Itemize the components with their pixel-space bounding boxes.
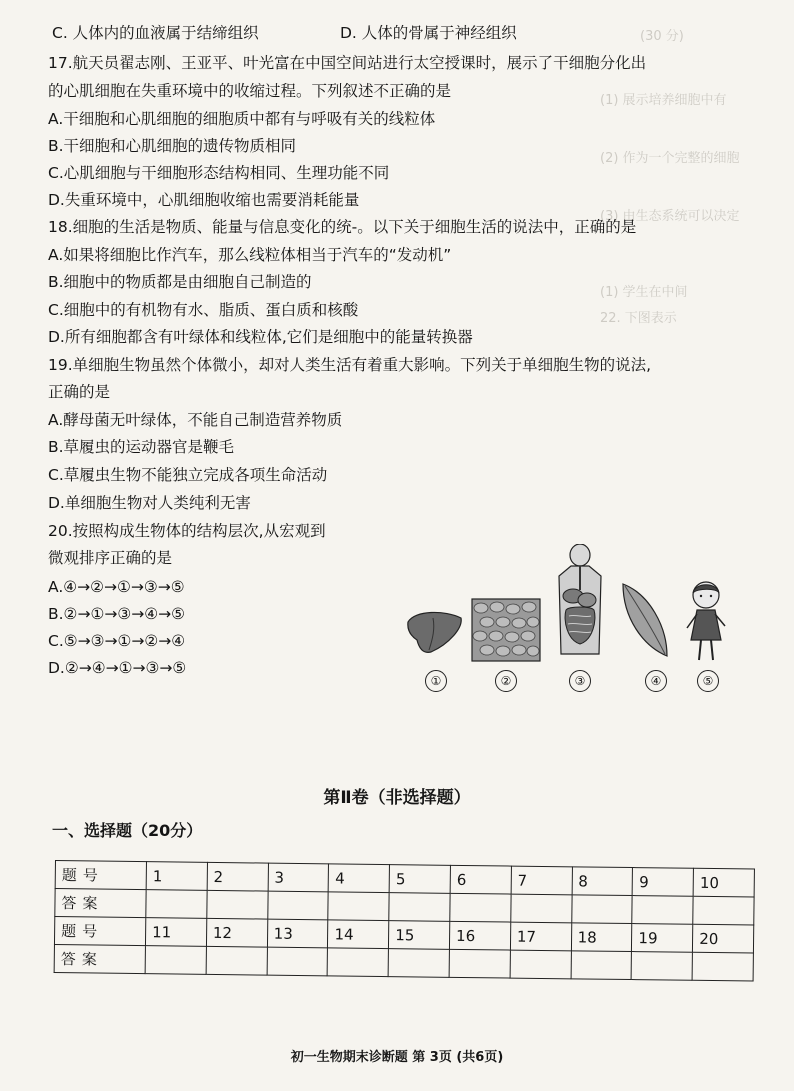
figure-label-1: ① <box>425 670 447 692</box>
answer-label: 答案 <box>54 944 145 973</box>
question-17-option-a: A.干细胞和心肌细胞的细胞质中都有与呼吸有关的线粒体 <box>48 110 436 128</box>
question-17-stem: 17.航天员翟志刚、王亚平、叶光富在中国空间站进行太空授课时，展示了干细胞分化出 <box>48 54 647 72</box>
option-d-16: D. 人体的骨属于神经组织 <box>340 24 517 42</box>
question-number-cell: 6 <box>450 865 511 894</box>
question-number-cell: 10 <box>693 868 754 897</box>
answer-cell[interactable] <box>450 893 511 922</box>
question-number-cell: 12 <box>206 918 267 947</box>
answer-cell[interactable] <box>449 949 510 978</box>
question-number-cell: 13 <box>267 919 328 948</box>
answer-cell[interactable] <box>388 949 449 978</box>
digestive-system-icon <box>549 544 611 660</box>
answer-cell[interactable] <box>631 952 692 981</box>
question-19-stem: 19.单细胞生物虽然个体微小，却对人类生活有着重大影响。下列关于单细胞生物的说法, <box>48 356 652 374</box>
section-2-subtitle: 一、选择题（20分） <box>52 821 203 840</box>
answer-cell[interactable] <box>632 896 693 925</box>
question-number-cell: 17 <box>510 922 571 951</box>
ghost-text: (30 分) <box>640 29 684 44</box>
figure-label-5: ⑤ <box>697 670 719 692</box>
question-number-cell: 14 <box>328 920 389 949</box>
question-number-cell: 5 <box>389 865 450 894</box>
answer-cell[interactable] <box>146 890 207 919</box>
question-number-cell: 2 <box>207 862 268 891</box>
question-18-option-d: D.所有细胞都含有叶绿体和线粒体,它们是细胞中的能量转换器 <box>48 328 473 346</box>
question-number-cell: 16 <box>449 921 510 950</box>
option-c-16: C. 人体内的血液属于结缔组织 <box>52 24 259 42</box>
question-20-stem-cont: 微观排序正确的是 <box>48 549 173 567</box>
question-18-option-c: C.细胞中的有机物有水、脂质、蛋白质和核酸 <box>48 301 359 319</box>
structure-level-figures <box>405 540 735 700</box>
question-20-option-c: C.⑤→③→①→②→④ <box>48 632 186 650</box>
question-19-option-d: D.单细胞生物对人类纯利无害 <box>48 494 251 512</box>
question-19-option-b: B.草履虫的运动器官是鞭毛 <box>48 438 235 456</box>
ghost-text: 22. 下图表示 <box>600 311 677 326</box>
question-17-option-b: B.干细胞和心肌细胞的遗传物质相同 <box>48 137 297 155</box>
question-number-cell: 19 <box>632 924 693 953</box>
answer-cell[interactable] <box>207 890 268 919</box>
question-number-cell: 4 <box>329 864 390 893</box>
leaf-icon <box>619 580 671 660</box>
ghost-text: (1) 学生在中间 <box>600 285 688 300</box>
question-number-cell: 20 <box>693 924 754 953</box>
question-19-option-a: A.酵母菌无叶绿体，不能自己制造营养物质 <box>48 411 343 429</box>
answer-cell[interactable] <box>267 947 328 976</box>
question-17-option-d: D.失重环境中，心肌细胞收缩也需要消耗能量 <box>48 191 360 209</box>
question-number-label: 题号 <box>54 917 145 946</box>
question-20-option-d: D.②→④→①→③→⑤ <box>48 659 187 677</box>
question-number-label: 题号 <box>55 861 146 890</box>
figure-label-4: ④ <box>645 670 667 692</box>
question-number-cell: 9 <box>632 868 693 897</box>
question-number-cell: 11 <box>145 918 206 947</box>
ghost-text: (2) 作为一个完整的细胞 <box>600 151 740 166</box>
liver-icon <box>405 608 465 656</box>
ghost-text: (1) 展示培养细胞中有 <box>600 93 727 108</box>
answer-cell[interactable] <box>571 951 632 980</box>
answer-cell[interactable] <box>511 894 572 923</box>
question-19-option-c: C.草履虫生物不能独立完成各项生命活动 <box>48 466 328 484</box>
question-number-cell: 1 <box>146 862 207 891</box>
section-2-title: 第Ⅱ卷（非选择题） <box>323 788 471 808</box>
question-number-cell: 15 <box>389 921 450 950</box>
child-icon <box>683 580 729 664</box>
question-18-stem: 18.细胞的生活是物质、能量与信息变化的统-。以下关于细胞生活的说法中，正确的是 <box>48 218 637 236</box>
question-17-stem-cont: 的心肌细胞在失重环境中的收缩过程。下列叙述不正确的是 <box>48 82 452 100</box>
question-18-option-a: A.如果将细胞比作汽车，那么线粒体相当于汽车的“发动机” <box>48 246 452 264</box>
tissue-icon <box>471 598 541 662</box>
ghost-text: (3) 由生态系统可以决定 <box>600 209 740 224</box>
question-20-stem: 20.按照构成生物体的结构层次,从宏观到 <box>48 522 326 540</box>
question-20-option-b: B.②→①→③→④→⑤ <box>48 605 185 623</box>
answer-cell[interactable] <box>692 952 753 981</box>
answer-cell[interactable] <box>145 946 206 975</box>
question-number-cell: 18 <box>571 923 632 952</box>
answer-table <box>54 860 755 982</box>
question-17-option-c: C.心肌细胞与干细胞形态结构相同、生理功能不同 <box>48 164 390 182</box>
question-19-stem-cont: 正确的是 <box>48 383 111 401</box>
figure-label-2: ② <box>495 670 517 692</box>
answer-cell[interactable] <box>327 948 388 977</box>
answer-cell[interactable] <box>206 946 267 975</box>
question-number-cell: 7 <box>511 866 572 895</box>
answer-label: 答案 <box>55 889 146 918</box>
answer-cell[interactable] <box>328 892 389 921</box>
answer-cell[interactable] <box>389 893 450 922</box>
figure-label-3: ③ <box>569 670 591 692</box>
question-18-option-b: B.细胞中的物质都是由细胞自己制造的 <box>48 273 312 291</box>
question-number-cell: 3 <box>268 863 329 892</box>
answer-cell[interactable] <box>510 950 571 979</box>
answer-cell[interactable] <box>693 896 754 925</box>
question-20-option-a: A.④→②→①→③→⑤ <box>48 578 185 596</box>
question-number-cell: 8 <box>572 867 633 896</box>
page-footer: 初一生物期末诊断题 第 3页 (共6页) <box>290 1050 504 1065</box>
answer-cell[interactable] <box>267 891 328 920</box>
answer-cell[interactable] <box>571 895 632 924</box>
